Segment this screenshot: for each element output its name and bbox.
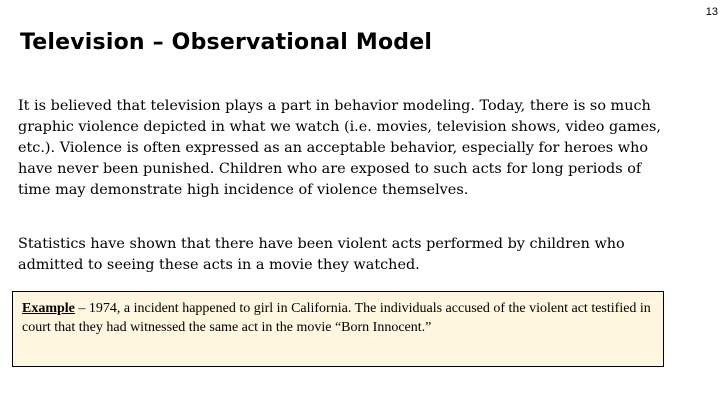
example-callout-box — [12, 291, 664, 367]
slide-title: Television – Observational Model — [20, 30, 433, 55]
page-number: 13 — [705, 6, 718, 18]
example-label: Example — [22, 301, 75, 316]
body-paragraph: It is believed that television plays a part in behavior modeling. Today, there is so much graphic violence depicted in what we watch (i.e. movies, television shows, video games, etc.). Violence is often expressed as an acceptable behavior, especially for heroes who have never been punished. Children who are exposed to such acts for long periods of time may demonstrate high incidence of violence themselves. — [18, 98, 661, 198]
example-text: – 1974, a incident happened to girl in California. The individuals accused of the violent act testified in court that they had witnessed the same act in the movie “Born Innocent.” — [22, 301, 651, 335]
body-paragraph: Statistics have shown that there have been violent acts performed by children who admitted to seeing these acts in a movie they watched. — [18, 236, 625, 273]
